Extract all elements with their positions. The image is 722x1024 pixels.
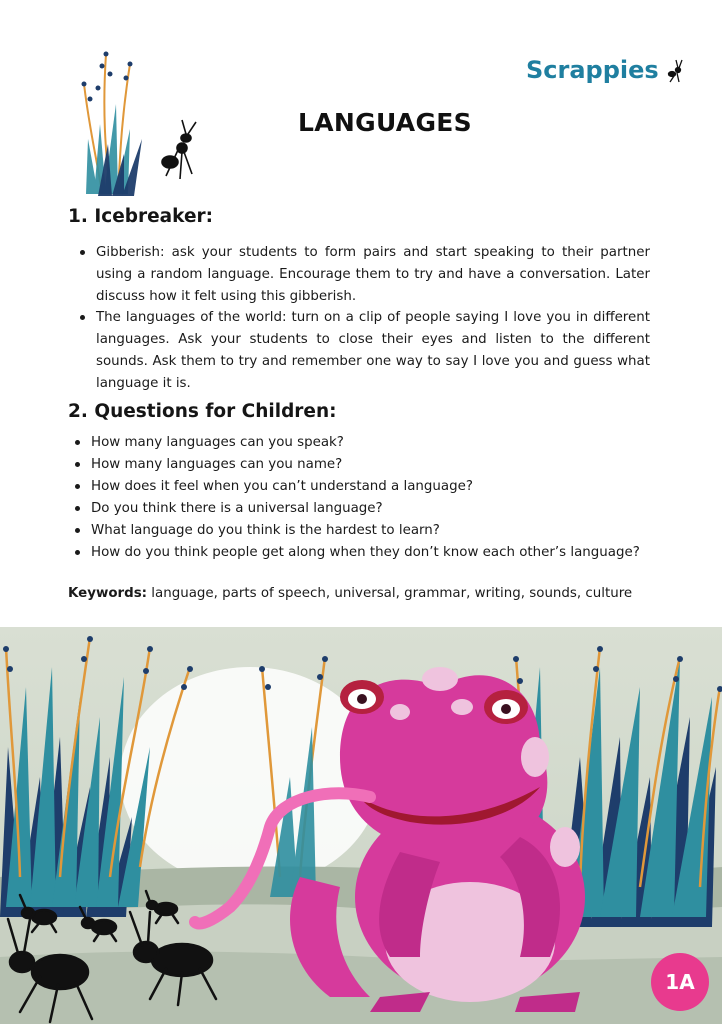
list-item: How does it feel when you can’t understand a language? bbox=[72, 476, 672, 498]
list-item: How many languages can you name? bbox=[72, 454, 672, 476]
questions-list bbox=[72, 432, 672, 563]
page-number-badge: 1A bbox=[651, 953, 709, 1011]
icebreaker-list bbox=[78, 242, 650, 395]
list-item: What language do you think is the hardest to learn? bbox=[72, 520, 672, 542]
keywords-line bbox=[68, 586, 632, 601]
icebreaker-heading: 1. Icebreaker: bbox=[68, 206, 214, 227]
list-item: How do you think people get along when they don’t know each other’s language? bbox=[72, 542, 672, 564]
list-item: The languages of the world: turn on a clip of people saying I love you in different languages. Ask your students to close their eyes and listen to the different sounds. Ask them to try and remember one way to say I love you and guess what language it is. bbox=[78, 307, 650, 394]
frog-illustration bbox=[0, 627, 722, 1024]
keywords-value: language, parts of speech, universal, grammar, writing, sounds, culture bbox=[147, 586, 633, 601]
questions-heading: 2. Questions for Children: bbox=[68, 401, 337, 422]
list-item: Gibberish: ask your students to form pairs and start speaking to their partner using a random language. Encourage them to try and have a conversation. Later discuss how it felt using this gibberish. bbox=[78, 242, 650, 307]
keywords-label: Keywords: bbox=[68, 586, 148, 601]
list-item: Do you think there is a universal language? bbox=[72, 498, 672, 520]
scrappies-logo bbox=[522, 52, 687, 88]
list-item: How many languages can you speak? bbox=[72, 432, 672, 454]
logo-text: Scrappies bbox=[526, 56, 659, 84]
page-title: LANGUAGES bbox=[298, 108, 472, 137]
